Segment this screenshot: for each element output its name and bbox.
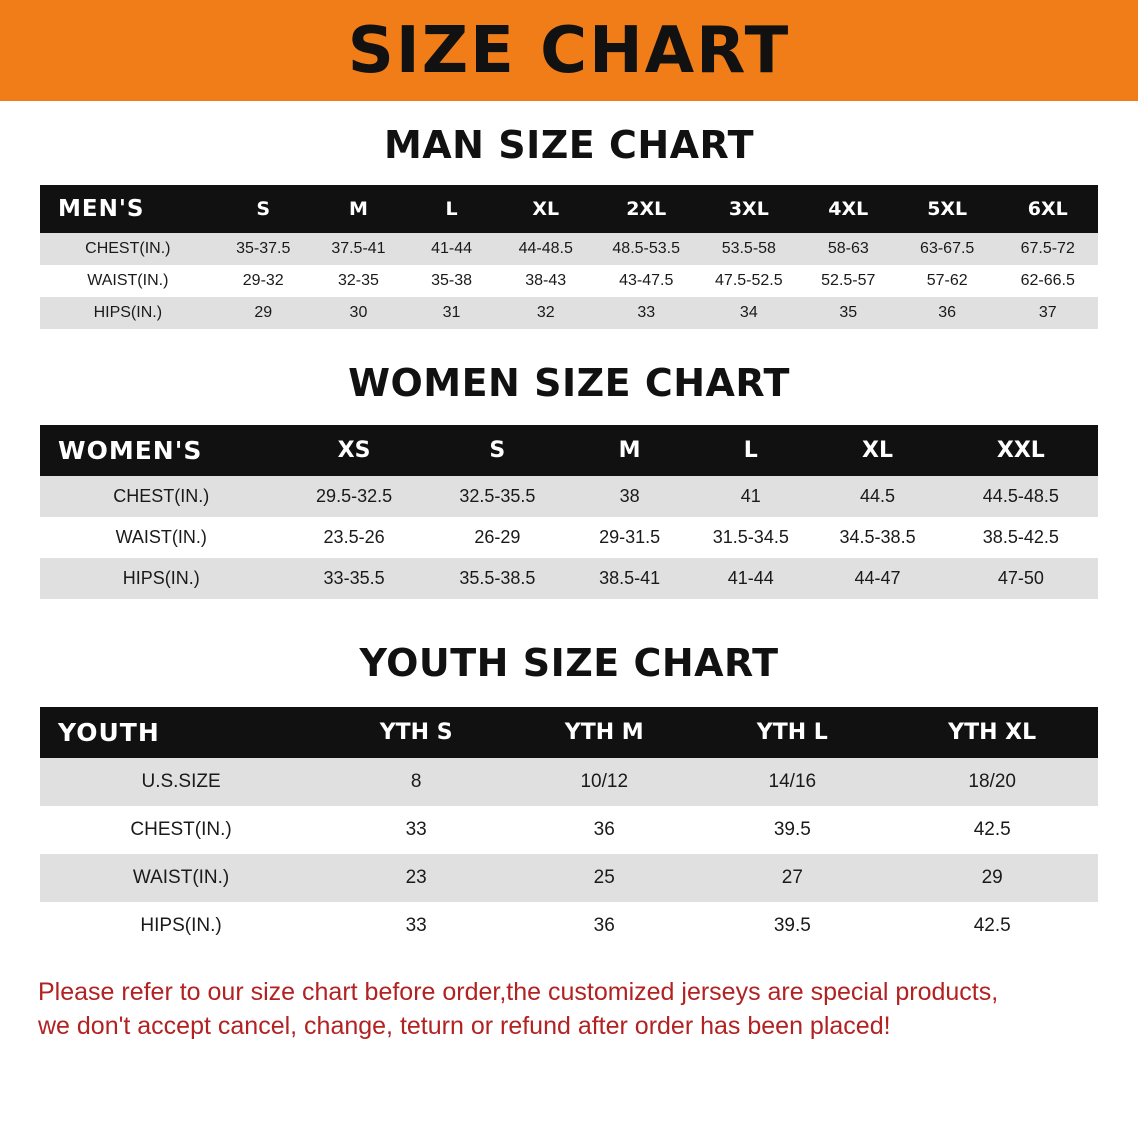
table-cell: 29 (886, 854, 1098, 902)
row-label: WAIST(IN.) (40, 265, 216, 297)
policy-note-line-1: Please refer to our size chart before order,the customized jerseys are special products, (38, 978, 999, 1006)
table-header-row (40, 185, 1098, 233)
table-cell: 67.5-72 (997, 233, 1098, 265)
table-cell: 33 (322, 806, 510, 854)
table-cell: 29-32 (216, 265, 311, 297)
table-cell: 31 (406, 297, 497, 329)
table-cell: 39.5 (698, 806, 886, 854)
table-row (40, 233, 1098, 265)
header-cell-3xl: 3XL (698, 185, 800, 233)
table-cell: 41-44 (690, 558, 811, 599)
row-label: WAIST(IN.) (40, 854, 322, 902)
table-cell: 47-50 (944, 558, 1098, 599)
table-cell: 44.5-48.5 (944, 476, 1098, 517)
header-cell-4xl: 4XL (800, 185, 897, 233)
header-cell-label: WOMEN'S (40, 425, 282, 476)
header-cell-s: S (426, 425, 569, 476)
row-label: WAIST(IN.) (40, 517, 282, 558)
table-row (40, 265, 1098, 297)
table-cell: 30 (311, 297, 406, 329)
man-section-heading: MAN SIZE CHART (383, 123, 755, 167)
header-cell-yth-m: YTH M (510, 707, 698, 758)
table-row (40, 297, 1098, 329)
table-header-row (40, 425, 1098, 476)
table-cell: 35-38 (406, 265, 497, 297)
row-label: U.S.SIZE (40, 758, 322, 806)
row-label: CHEST(IN.) (40, 233, 216, 265)
table-cell: 42.5 (886, 902, 1098, 950)
table-cell: 29.5-32.5 (282, 476, 425, 517)
header-cell-l: L (690, 425, 811, 476)
table-cell: 38.5-42.5 (944, 517, 1098, 558)
table-cell: 29-31.5 (569, 517, 690, 558)
table-cell: 39.5 (698, 902, 886, 950)
table-cell: 48.5-53.5 (594, 233, 698, 265)
header-cell-2xl: 2XL (594, 185, 698, 233)
table-cell: 52.5-57 (800, 265, 897, 297)
row-label: CHEST(IN.) (40, 806, 322, 854)
page-title: SIZE CHART (347, 13, 791, 88)
table-cell: 43-47.5 (594, 265, 698, 297)
man-table-wrap (40, 185, 1098, 329)
table-cell: 31.5-34.5 (690, 517, 811, 558)
header-cell-xl: XL (811, 425, 943, 476)
table-cell: 63-67.5 (897, 233, 998, 265)
table-cell: 36 (897, 297, 998, 329)
header-cell-label: YOUTH (40, 707, 322, 758)
table-cell: 37 (997, 297, 1098, 329)
header-cell-l: L (406, 185, 497, 233)
table-cell: 25 (510, 854, 698, 902)
table-cell: 44-48.5 (497, 233, 594, 265)
header-cell-xs: XS (282, 425, 425, 476)
table-cell: 38 (569, 476, 690, 517)
table-row (40, 854, 1098, 902)
table-cell: 36 (510, 902, 698, 950)
table-row (40, 902, 1098, 950)
header-cell-yth-l: YTH L (698, 707, 886, 758)
header-cell-m: M (311, 185, 406, 233)
header-cell-xl: XL (497, 185, 594, 233)
header-cell-yth-s: YTH S (322, 707, 510, 758)
header-cell-5xl: 5XL (897, 185, 998, 233)
table-cell: 57-62 (897, 265, 998, 297)
man-size-table (40, 185, 1098, 329)
table-cell: 62-66.5 (997, 265, 1098, 297)
table-cell: 44-47 (811, 558, 943, 599)
table-cell: 33-35.5 (282, 558, 425, 599)
row-label: HIPS(IN.) (40, 558, 282, 599)
table-cell: 10/12 (510, 758, 698, 806)
table-cell: 36 (510, 806, 698, 854)
table-row (40, 758, 1098, 806)
table-cell: 35.5-38.5 (426, 558, 569, 599)
table-cell: 14/16 (698, 758, 886, 806)
table-cell: 8 (322, 758, 510, 806)
table-row (40, 517, 1098, 558)
table-cell: 44.5 (811, 476, 943, 517)
table-cell: 26-29 (426, 517, 569, 558)
table-cell: 35-37.5 (216, 233, 311, 265)
table-cell: 23.5-26 (282, 517, 425, 558)
table-header-row (40, 707, 1098, 758)
table-cell: 27 (698, 854, 886, 902)
table-cell: 35 (800, 297, 897, 329)
header-cell-yth-xl: YTH XL (886, 707, 1098, 758)
youth-size-table (40, 707, 1098, 950)
youth-section-heading: YOUTH SIZE CHART (359, 641, 779, 685)
table-row (40, 558, 1098, 599)
policy-note (38, 976, 1100, 1044)
youth-table-wrap (40, 707, 1098, 950)
table-row (40, 476, 1098, 517)
table-cell: 47.5-52.5 (698, 265, 800, 297)
table-cell: 34.5-38.5 (811, 517, 943, 558)
table-cell: 42.5 (886, 806, 1098, 854)
row-label: HIPS(IN.) (40, 297, 216, 329)
page-banner (0, 0, 1138, 101)
header-cell-label: MEN'S (40, 185, 216, 233)
table-cell: 33 (322, 902, 510, 950)
table-cell: 38.5-41 (569, 558, 690, 599)
table-cell: 41-44 (406, 233, 497, 265)
women-size-table (40, 425, 1098, 599)
table-cell: 32 (497, 297, 594, 329)
table-cell: 37.5-41 (311, 233, 406, 265)
table-cell: 34 (698, 297, 800, 329)
header-cell-m: M (569, 425, 690, 476)
table-cell: 38-43 (497, 265, 594, 297)
table-cell: 29 (216, 297, 311, 329)
row-label: CHEST(IN.) (40, 476, 282, 517)
table-cell: 18/20 (886, 758, 1098, 806)
table-cell: 32.5-35.5 (426, 476, 569, 517)
table-cell: 33 (594, 297, 698, 329)
table-cell: 32-35 (311, 265, 406, 297)
policy-note-line-2: we don't accept cancel, change, teturn or refund after order has been placed! (38, 1011, 891, 1040)
table-cell: 23 (322, 854, 510, 902)
header-cell-xxl: XXL (944, 425, 1098, 476)
header-cell-s: S (216, 185, 311, 233)
table-cell: 58-63 (800, 233, 897, 265)
row-label: HIPS(IN.) (40, 902, 322, 950)
table-cell: 53.5-58 (698, 233, 800, 265)
header-cell-6xl: 6XL (997, 185, 1098, 233)
table-cell: 41 (690, 476, 811, 517)
women-table-wrap (40, 425, 1098, 599)
table-row (40, 806, 1098, 854)
women-section-heading: WOMEN SIZE CHART (348, 361, 790, 405)
